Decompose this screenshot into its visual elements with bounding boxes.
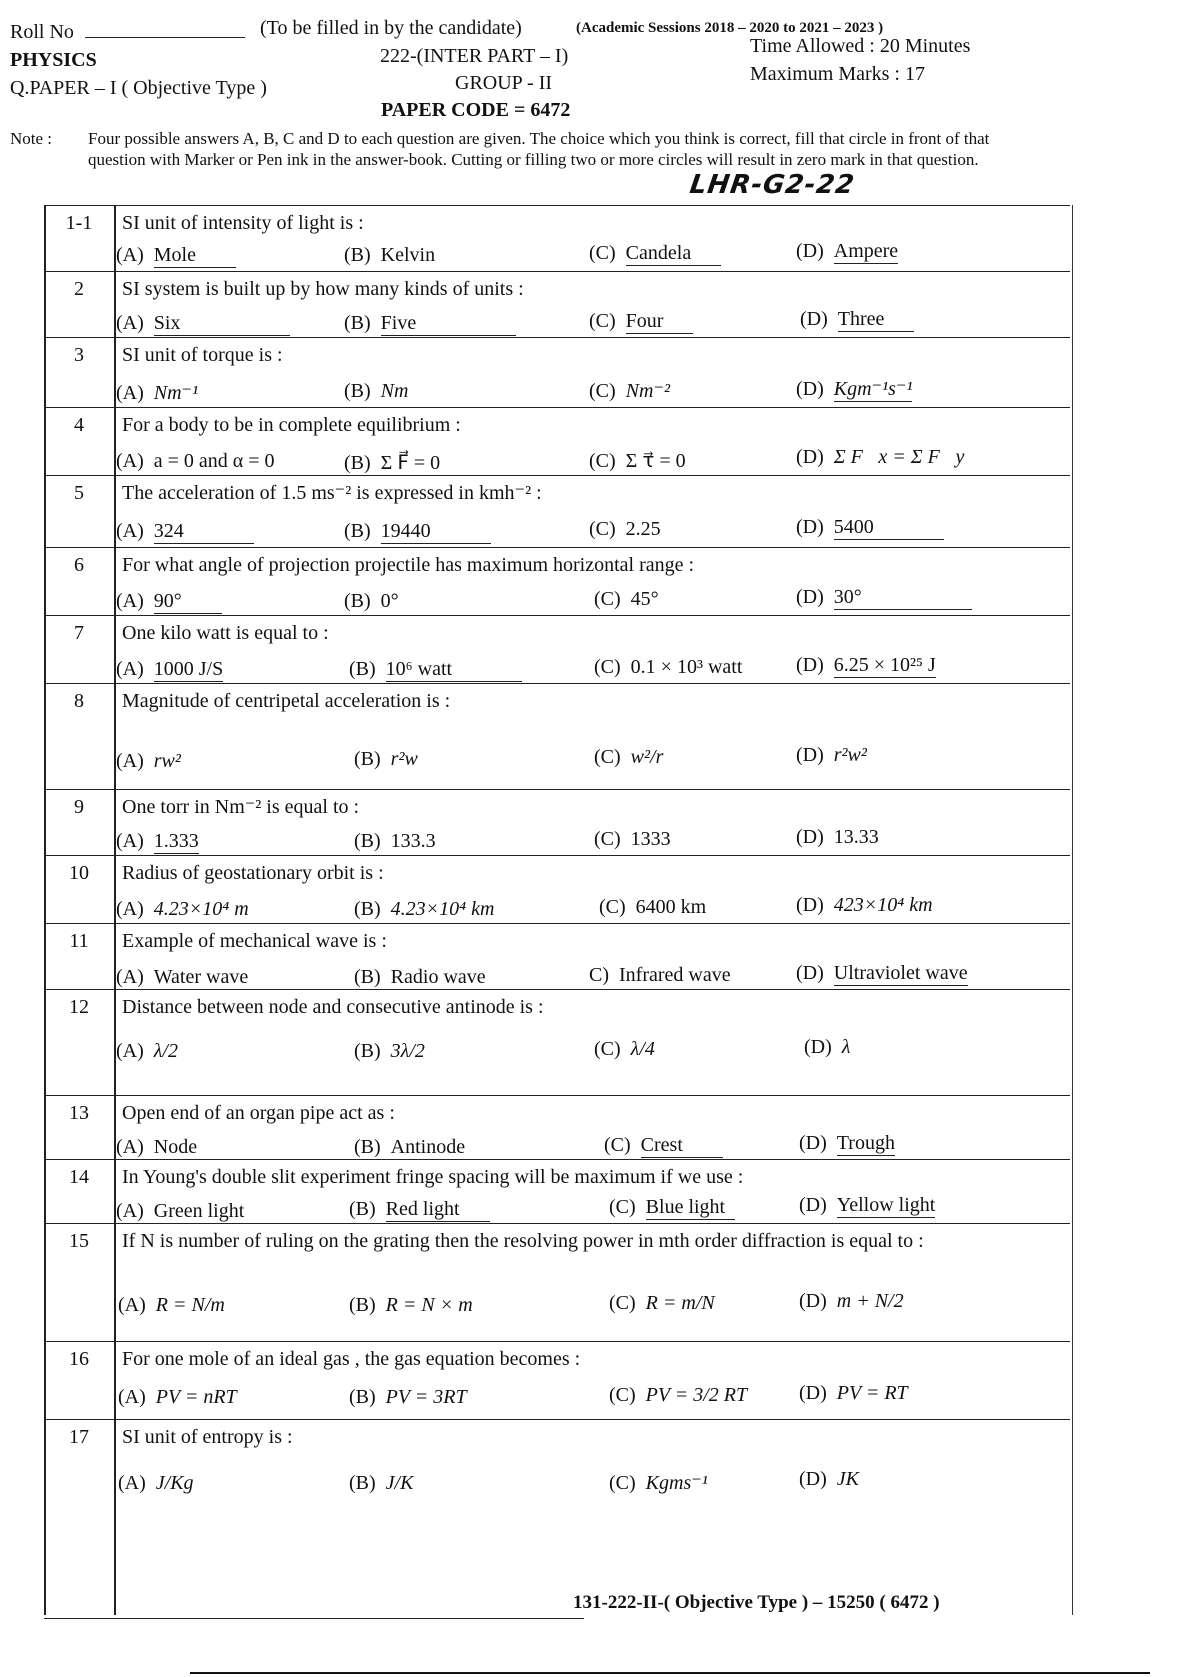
option-b[interactable]: (B) 133.3 — [354, 830, 436, 852]
option-a[interactable]: (A) 1000 J/S — [116, 658, 224, 680]
question-row — [44, 337, 1070, 408]
option-d[interactable]: (D) r²w² — [796, 744, 867, 766]
option-c[interactable]: (C) Four — [589, 310, 693, 334]
option-c[interactable]: (C) Blue light — [609, 1196, 735, 1220]
option-a[interactable]: (A) J/Kg — [118, 1472, 194, 1494]
option-b[interactable]: (B) 19440 — [344, 520, 491, 544]
option-a[interactable]: (A) 324 — [116, 520, 254, 544]
option-b[interactable]: (B) 3λ/2 — [354, 1040, 425, 1062]
question-number: 10 — [69, 862, 89, 884]
question-text: If N is number of ruling on the grating then the resolving power in mth order diffraction is equal to : — [122, 1230, 924, 1252]
option-a[interactable]: (A) PV = nRT — [118, 1386, 237, 1408]
option-a[interactable]: (A) Mole — [116, 244, 236, 268]
paper-type: Q.PAPER – I ( Objective Type ) — [10, 77, 267, 99]
question-row — [44, 1341, 1070, 1420]
option-d[interactable]: (D) JK — [799, 1468, 859, 1490]
option-b[interactable]: (B) Nm — [344, 380, 409, 402]
paper-code: PAPER CODE = 6472 — [381, 99, 571, 121]
option-b[interactable]: (B) Kelvin — [344, 244, 436, 266]
page-bottom-rule — [190, 1672, 1150, 1674]
question-text: Distance between node and consecutive antinode is : — [122, 996, 544, 1018]
option-d[interactable]: (D) Three — [800, 308, 914, 332]
fill-note: (To be filled in by the candidate) — [260, 17, 522, 39]
option-c[interactable]: (C) λ/4 — [594, 1038, 655, 1060]
question-number: 9 — [74, 796, 84, 818]
question-text: SI unit of entropy is : — [122, 1426, 293, 1448]
question-number: 16 — [69, 1348, 89, 1370]
question-row — [44, 1419, 1070, 1616]
footer-code: 131-222-II-( Objective Type ) – 15250 ( 6472 ) — [573, 1592, 940, 1613]
option-d[interactable]: (D) Σ F⃗x = Σ F⃗y — [796, 446, 965, 468]
option-b[interactable]: (B) Σ F⃗ = 0 — [344, 452, 441, 474]
question-number: 8 — [74, 690, 84, 712]
question-text: In Young's double slit experiment fringe spacing will be maximum if we use : — [122, 1166, 744, 1188]
option-a[interactable]: (A) 90° — [116, 590, 222, 614]
option-d[interactable]: (D) Kgm⁻¹s⁻¹ — [796, 378, 913, 400]
exam-title: 222-(INTER PART – I) — [380, 45, 569, 67]
option-d[interactable]: (D) PV = RT — [799, 1382, 908, 1404]
option-c[interactable]: (C) 0.1 × 10³ watt — [594, 656, 743, 678]
question-number: 15 — [69, 1230, 89, 1252]
question-text: Open end of an organ pipe act as : — [122, 1102, 395, 1124]
question-row — [44, 615, 1070, 684]
time-allowed: Time Allowed : 20 Minutes — [750, 35, 971, 57]
question-number: 4 — [74, 414, 84, 436]
option-a[interactable]: (A) a = 0 and α = 0 — [116, 450, 275, 472]
option-b[interactable]: (B) R = N × m — [349, 1294, 473, 1316]
question-row — [44, 789, 1070, 856]
option-a[interactable]: (A) R = N/m — [118, 1294, 225, 1316]
table-bottom-rule — [44, 1618, 584, 1619]
question-row — [44, 923, 1070, 990]
option-a[interactable]: (A) Nm⁻¹ — [116, 382, 199, 404]
question-text: The acceleration of 1.5 ms⁻² is expressed in kmh⁻² : — [122, 482, 542, 504]
question-row — [44, 1159, 1070, 1224]
option-c[interactable]: (C) 6400 km — [599, 896, 707, 918]
note-label: Note : — [10, 129, 53, 148]
option-c[interactable]: (C) w²/r — [594, 746, 664, 768]
question-text: SI system is built up by how many kinds of units : — [122, 278, 524, 300]
group-label: GROUP - II — [455, 72, 553, 94]
option-d[interactable]: (D) 6.25 × 10²⁵ J — [796, 654, 936, 676]
option-a[interactable]: (A) rw² — [116, 750, 181, 772]
question-text: Radius of geostationary orbit is : — [122, 862, 384, 884]
option-c[interactable]: (C) Crest — [604, 1134, 723, 1158]
option-c[interactable]: (C) 2.25 — [589, 518, 661, 540]
question-number: 11 — [69, 930, 89, 952]
question-text: Magnitude of centripetal acceleration is : — [122, 690, 451, 712]
question-row — [44, 683, 1070, 790]
option-c[interactable]: C) Infrared wave — [589, 964, 731, 986]
question-number: 7 — [74, 622, 84, 644]
question-number: 1-1 — [65, 212, 93, 234]
option-b[interactable]: (B) 0° — [344, 590, 399, 612]
option-c[interactable]: (C) 45° — [594, 588, 659, 610]
question-text: For one mole of an ideal gas , the gas equation becomes : — [122, 1348, 581, 1370]
option-d[interactable]: (D) m + N/2 — [799, 1290, 904, 1312]
handwritten-board-code: LHR-G2-22 — [687, 170, 857, 200]
question-row — [44, 475, 1070, 548]
option-a[interactable]: (A) Six — [116, 312, 290, 336]
option-c[interactable]: (C) Kgms⁻¹ — [609, 1472, 708, 1494]
question-number: 14 — [69, 1166, 89, 1188]
option-b[interactable]: (B) Five — [344, 312, 516, 336]
option-b[interactable]: (B) Red light — [349, 1198, 490, 1222]
option-b[interactable]: (B) 4.23×10⁴ km — [354, 898, 495, 920]
question-number: 17 — [69, 1426, 89, 1448]
question-text: One torr in Nm⁻² is equal to : — [122, 796, 360, 818]
option-b[interactable]: (B) r²w — [354, 748, 418, 770]
question-number: 12 — [69, 996, 89, 1018]
question-row — [44, 205, 1070, 272]
option-b[interactable]: (B) Radio wave — [354, 966, 486, 988]
max-marks: Maximum Marks : 17 — [750, 63, 925, 85]
option-c[interactable]: (C) Candela — [589, 242, 721, 266]
option-a[interactable]: (A) Node — [116, 1136, 227, 1160]
option-b[interactable]: (B) Antinode — [354, 1136, 485, 1160]
question-row — [44, 989, 1070, 1096]
option-d[interactable]: (D) Trough — [799, 1132, 895, 1154]
roll-no-field[interactable] — [85, 37, 245, 38]
question-text: SI unit of torque is : — [122, 344, 283, 366]
option-a[interactable]: (A) 1.333 — [116, 830, 199, 852]
subject-title: PHYSICS — [10, 49, 97, 71]
question-row — [44, 1095, 1070, 1160]
question-text: Example of mechanical wave is : — [122, 930, 387, 952]
note-text: Four possible answers A, B, C and D to each question are given. The choice which you think is correct, fill that circle in front of that question with Marker or Pen ink in the answer-book. Cutting or filling two or more circles will result in zero mark in that question. — [88, 129, 990, 169]
roll-no-label: Roll No — [10, 22, 245, 42]
academic-sessions: (Academic Sessions 2018 – 2020 to 2021 – 2023 ) — [576, 20, 884, 36]
option-d[interactable]: (D) Yellow light — [799, 1194, 936, 1216]
option-d[interactable]: (D) 423×10⁴ km — [796, 894, 933, 916]
question-number: 5 — [74, 482, 84, 504]
option-c[interactable]: (C) Nm⁻² — [589, 380, 671, 402]
question-row — [44, 407, 1070, 476]
option-c[interactable]: (C) Σ τ⃗ = 0 — [589, 450, 686, 472]
question-text: For a body to be in complete equilibrium : — [122, 414, 461, 436]
option-a[interactable]: (A) Water wave — [116, 966, 249, 988]
option-d[interactable]: (D) 13.33 — [796, 826, 879, 848]
option-a[interactable]: (A) Green light — [116, 1200, 274, 1224]
option-d[interactable]: (D) 30° — [796, 586, 972, 610]
option-a[interactable]: (A) λ/2 — [116, 1040, 178, 1062]
option-d[interactable]: (D) 5400 — [796, 516, 944, 540]
question-row — [44, 547, 1070, 616]
question-row — [44, 271, 1070, 338]
question-number: 3 — [74, 344, 84, 366]
question-number: 2 — [74, 278, 84, 300]
option-c[interactable]: (C) PV = 3/2 RT — [609, 1384, 748, 1406]
option-a[interactable]: (A) 4.23×10⁴ m — [116, 898, 249, 920]
question-number: 6 — [74, 554, 84, 576]
option-b[interactable]: (B) PV = 3RT — [349, 1386, 467, 1408]
option-d[interactable]: (D) Ultraviolet wave — [796, 962, 968, 984]
option-d[interactable]: (D) Ampere — [796, 240, 899, 262]
question-row — [44, 855, 1070, 924]
question-row — [44, 1223, 1070, 1342]
question-text: One kilo watt is equal to : — [122, 622, 329, 644]
option-d[interactable]: (D) λ — [804, 1036, 851, 1058]
option-b[interactable]: (B) 10⁶ watt — [349, 658, 522, 682]
option-c[interactable]: (C) R = m/N — [609, 1292, 715, 1314]
option-c[interactable]: (C) 1333 — [594, 828, 671, 850]
question-number: 13 — [69, 1102, 89, 1124]
question-text: SI unit of intensity of light is : — [122, 212, 364, 234]
question-text: For what angle of projection projectile has maximum horizontal range : — [122, 554, 695, 576]
option-b[interactable]: (B) J/K — [349, 1472, 414, 1494]
